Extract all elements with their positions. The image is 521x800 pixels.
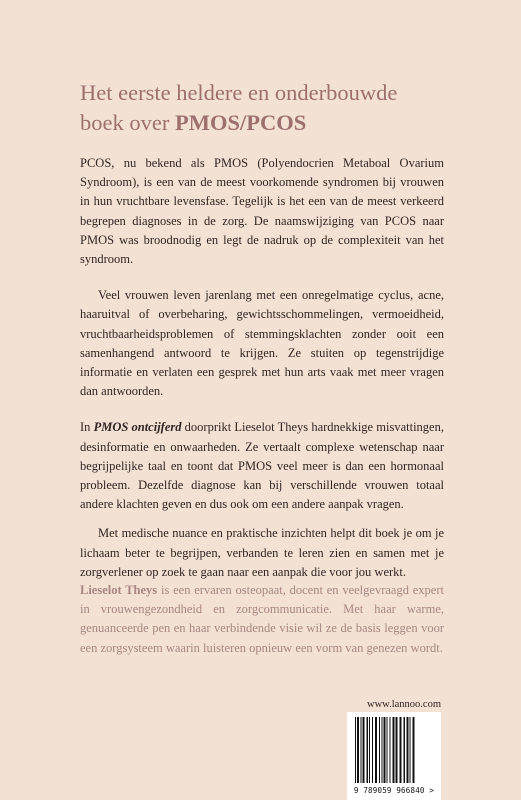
barcode-bar [404,717,406,783]
author-bio-text: is een ervaren osteopaat, docent en veelgevraagd expert in vrouwengezondheid en zorgcommunicatie. Met haar warme, genuanceerde pen en haar verbindende visie wil ze de basis leggen voor een zorgsysteem waarin luisteren opnieuw een vorm van genezen wordt. [80,583,444,655]
barcode-bar [375,717,377,783]
barcode-bar [361,717,362,783]
blurb-paragraph-3 [80,418,444,514]
barcode-bar [384,717,386,783]
headline-line-2-prefix: boek over [80,110,175,135]
blurb [80,154,444,592]
barcode-bar [355,717,356,783]
barcode-bar [387,717,388,783]
barcode-bars [351,717,437,785]
blurb-paragraph-1: PCOS, nu bekend als PMOS (Polyendocrien Metaboal Ovarium Syndroom), is een van de meest voorkomende syndromen bij vrouwen in hun vruchtbare levensfase. Tegelijk is het een van de meest verkeerd begrepen diagnoses in de zorg. De naamswijziging van PCOS naar PMOS was broodnodig en legt de nadruk op de complexiteit van het syndroom. [80,156,444,267]
barcode-bar [382,717,383,783]
barcode-bar [372,717,373,783]
barcode-bar [390,717,391,783]
barcode-bar [379,717,380,783]
barcode-bar [410,717,411,783]
paragraph-3-rest: doorprikt Lieselot Theys hardnekkige misvattingen, desinformatie en onwaarheden. Ze vertaalt complexe wetenschap naar begrijpelijke taal en toont dat PMOS veel meer is dan een hormonaal probleem. Dezelfde diagnose kan bij verschillende vrouwen totaal andere klachten geven en dus ook om een andere aanpak vragen. [80,420,444,512]
blurb-paragraph-2: Veel vrouwen leven jarenlang met een onregelmatige cyclus, acne, haaruitval of overbeharing, gewichtsschommelingen, vermoeidheid, vruchtbaarheidsproblemen of stemmingsklachten zonder ooit een samenhangend antwoord te krijgen. Ze stuiten op tegenstrijdige informatie en verlaten een gesprek met hun arts vaak met meer vragen dan antwoorden. [80,288,444,399]
cover-headline [80,78,480,138]
author-bio [80,581,444,658]
paragraph-3-prefix: In [80,420,94,435]
author-name: Lieselot Theys [80,583,158,597]
barcode-bar [367,717,369,783]
barcode-bar [393,717,395,783]
isbn-barcode [347,712,441,800]
isbn-number: 9 789059 966840 > [353,786,435,795]
blurb-paragraph-4: Met medische nuance en praktische inzichten helpt dit boek je om je lichaam beter te begrijpen, verbanden te leren zien en samen met je zorgverlener op zoek te gaan naar een aanpak die voor jou werkt. [80,526,444,579]
barcode-bar [369,717,370,783]
barcode-bar [400,717,402,783]
book-title-inline: PMOS ontcijferd [93,420,182,435]
barcode-bar [413,717,415,783]
barcode-bar [357,717,359,783]
barcode-bar [396,717,398,783]
publisher-url: www.lannoo.com [367,699,441,710]
headline-line-2-bold: PMOS/PCOS [174,110,307,135]
barcode-bar [407,717,409,783]
headline-line-1: Het eerste heldere en onderbouwde [80,80,398,105]
barcode-bar [363,717,365,783]
